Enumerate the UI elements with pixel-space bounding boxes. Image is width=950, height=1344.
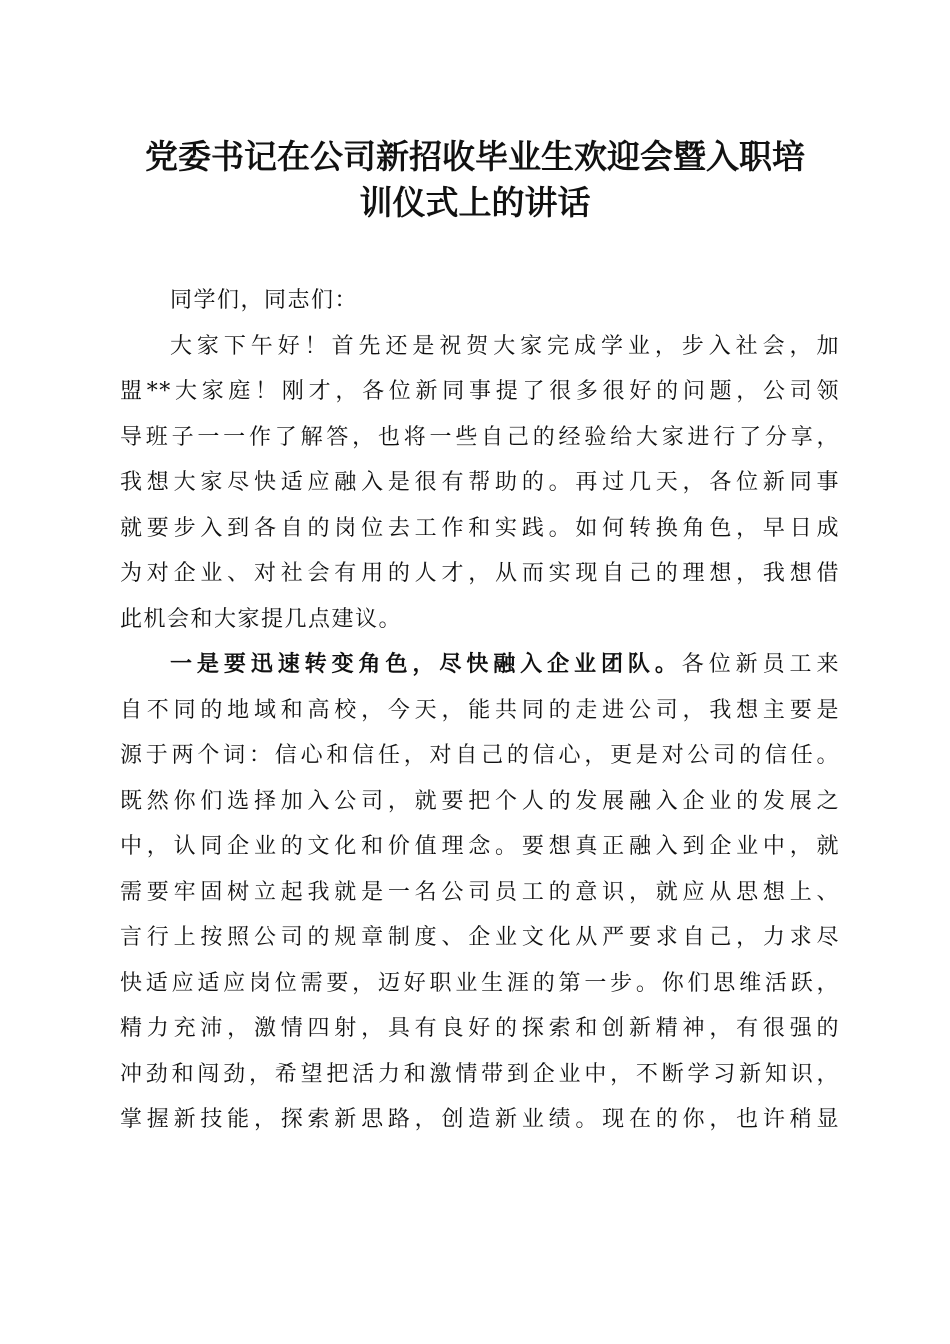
paragraph-1-line: 就要步入到各自的岗位去工作和实践。如何转换角色，早日成 bbox=[120, 515, 840, 541]
title-line-1: 党委书记在公司新招收毕业生欢迎会暨入职培 bbox=[145, 137, 805, 176]
paragraph-2-line: 源于两个词：信心和信任，对自己的信心，更是对公司的信任。 bbox=[120, 743, 840, 768]
paragraph-1-line: 我想大家尽快适应融入是很有帮助的。再过几天，各位新同事 bbox=[120, 470, 840, 495]
paragraph-1-line: 导班子一一作了解答，也将一些自己的经验给大家进行了分享， bbox=[120, 424, 840, 450]
paragraph-1-line: 盟**大家庭！刚才，各位新同事提了很多很好的问题，公司领 bbox=[120, 379, 840, 404]
paragraph-2-heading: 一是要迅速转变角色，尽快融入企业团队。 bbox=[170, 651, 682, 677]
paragraph-2-line: 掌握新技能，探索新思路，创造新业绩。现在的你，也许稍显 bbox=[120, 1107, 840, 1132]
paragraph-2-line: 快适应适应岗位需要，迈好职业生涯的第一步。你们思维活跃， bbox=[120, 970, 840, 996]
paragraph-2-line: 精力充沛，激情四射，具有良好的探索和创新精神，有很强的 bbox=[120, 1016, 840, 1041]
paragraph-2-line: 自不同的地域和高校，今天，能共同的走进公司，我想主要是 bbox=[120, 697, 840, 723]
paragraph-2 bbox=[120, 642, 840, 1143]
paragraph-2-line: 言行上按照公司的规章制度、企业文化从严要求自己，力求尽 bbox=[120, 925, 840, 950]
salutation-paragraph bbox=[120, 278, 840, 324]
document-body bbox=[120, 278, 840, 1143]
paragraph-2-first-rest: 各位新员工来 bbox=[681, 652, 840, 677]
page-title bbox=[100, 134, 850, 226]
title-line-2: 训仪式上的讲话 bbox=[359, 183, 591, 222]
paragraph-2-line: 中，认同企业的文化和价值理念。要想真正融入到企业中，就 bbox=[120, 834, 840, 859]
paragraph-2-first-line bbox=[120, 642, 840, 688]
paragraph-1-line: 大家下午好！首先还是祝贺大家完成学业，步入社会，加 bbox=[170, 333, 840, 359]
paragraph-2-line: 需要牢固树立起我就是一名公司员工的意识，就应从思想上、 bbox=[120, 879, 840, 905]
salutation: 同学们，同志们： bbox=[170, 288, 359, 313]
paragraph-2-line: 冲劲和闯劲，希望把活力和激情带到企业中，不断学习新知识， bbox=[120, 1061, 840, 1087]
paragraph-1 bbox=[120, 324, 840, 643]
paragraph-1-line: 此机会和大家提几点建议。 bbox=[120, 606, 403, 632]
paragraph-2-line: 既然你们选择加入公司，就要把个人的发展融入企业的发展之 bbox=[120, 788, 840, 814]
paragraph-1-line: 为对企业、对社会有用的人才，从而实现自己的理想，我想借 bbox=[120, 561, 840, 586]
